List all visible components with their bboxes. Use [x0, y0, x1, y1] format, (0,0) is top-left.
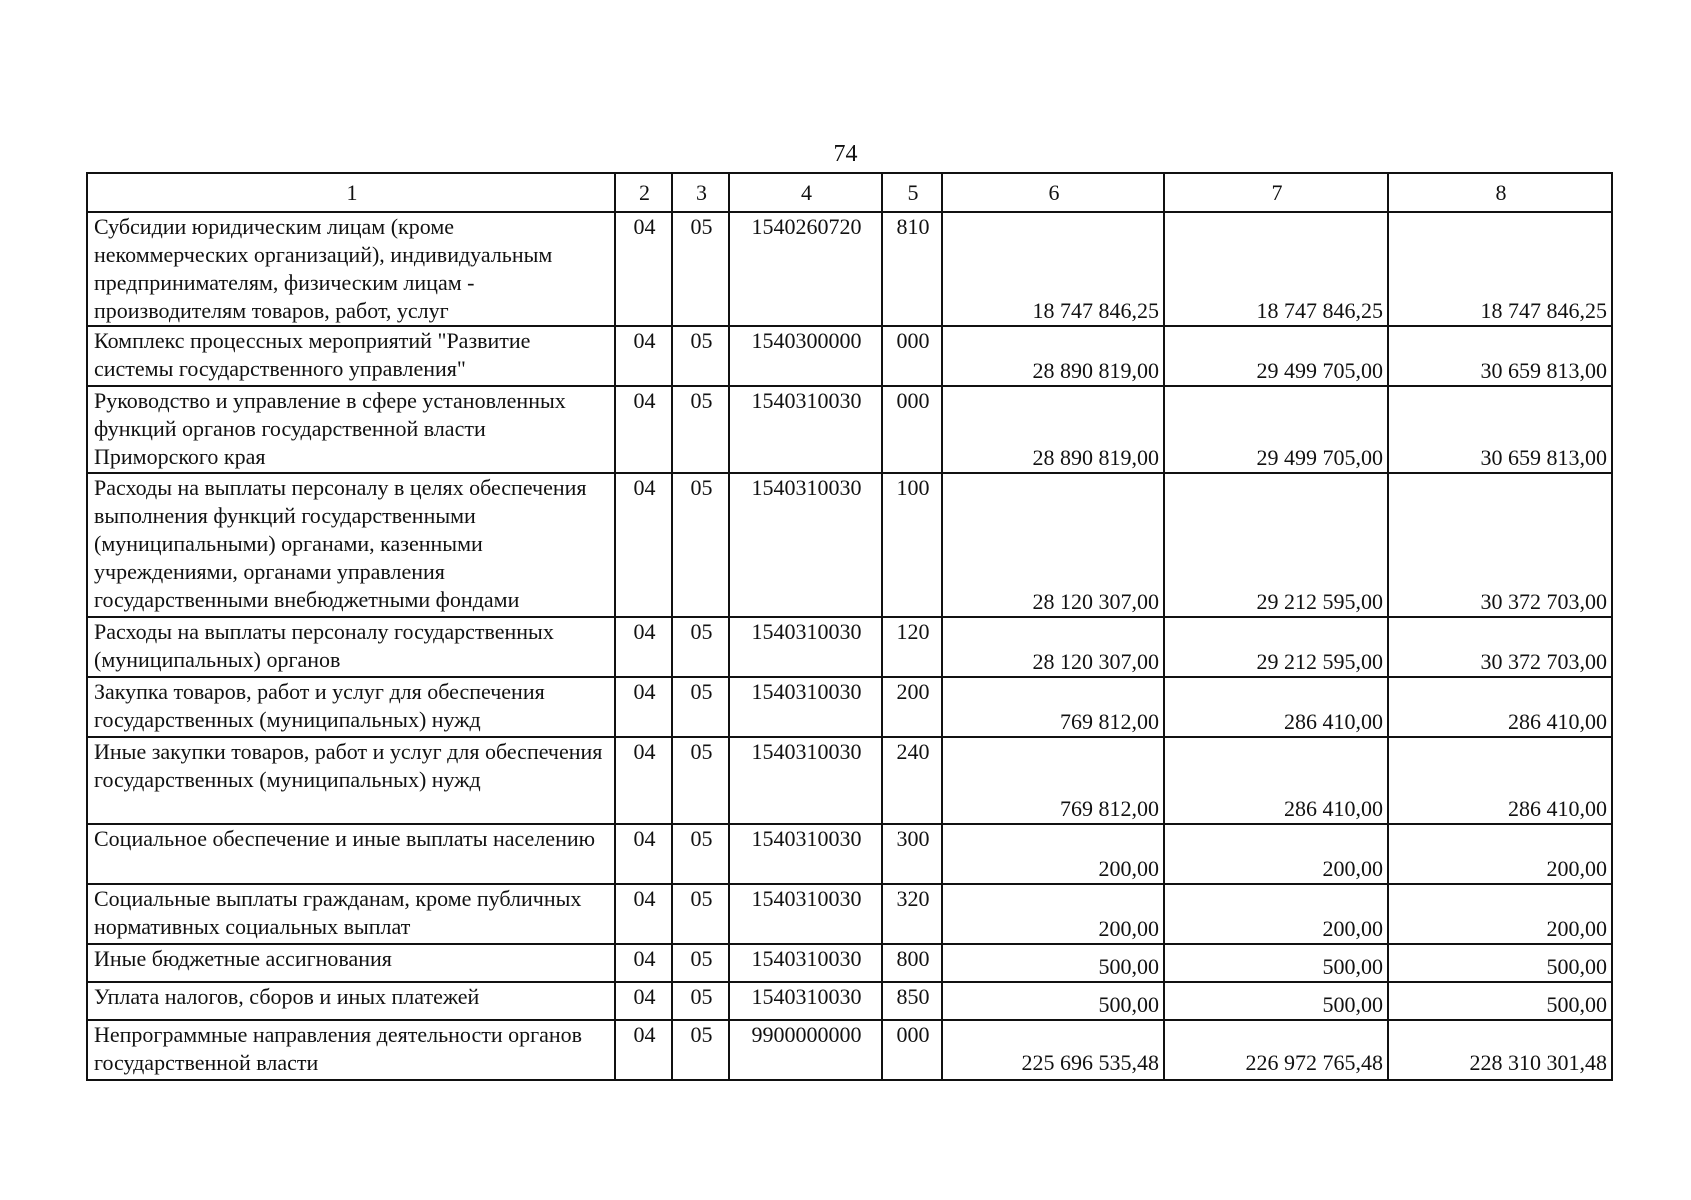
amount-col-8: 30 659 813,00	[1388, 386, 1612, 473]
amount-col-7: 200,00	[1164, 884, 1388, 944]
subsection-code: 05	[672, 677, 729, 737]
table-row	[87, 1020, 1612, 1080]
amount-col-7: 286 410,00	[1164, 737, 1388, 824]
column-header-7: 7	[1164, 173, 1388, 212]
section-code: 04	[615, 386, 672, 473]
expense-type-code: 000	[882, 1020, 942, 1080]
amount-col-7: 29 499 705,00	[1164, 386, 1388, 473]
expense-name: Непрограммные направления деятельности органов государственной власти	[87, 1020, 615, 1080]
section-code: 04	[615, 677, 672, 737]
target-article-code: 1540310030	[729, 677, 882, 737]
subsection-code: 05	[672, 1020, 729, 1080]
expense-name: Иные бюджетные ассигнования	[87, 944, 615, 982]
expense-name: Руководство и управление в сфере установленных функций органов государственной власти Приморского края	[87, 386, 615, 473]
amount-col-8: 18 747 846,25	[1388, 212, 1612, 326]
expense-type-code: 200	[882, 677, 942, 737]
amount-col-8: 228 310 301,48	[1388, 1020, 1612, 1080]
expense-name: Комплекс процессных мероприятий "Развитие системы государственного управления"	[87, 326, 615, 386]
table-row	[87, 212, 1612, 326]
amount-col-8: 500,00	[1388, 982, 1612, 1020]
subsection-code: 05	[672, 884, 729, 944]
subsection-code: 05	[672, 386, 729, 473]
amount-col-6: 225 696 535,48	[942, 1020, 1164, 1080]
column-header-5: 5	[882, 173, 942, 212]
subsection-code: 05	[672, 982, 729, 1020]
target-article-code: 1540310030	[729, 386, 882, 473]
table-row	[87, 944, 1612, 982]
expense-name: Социальное обеспечение и иные выплаты населению	[87, 824, 615, 884]
budget-table	[86, 172, 1613, 1081]
table-row	[87, 617, 1612, 677]
amount-col-8: 200,00	[1388, 884, 1612, 944]
amount-col-7: 29 212 595,00	[1164, 617, 1388, 677]
amount-col-8: 30 659 813,00	[1388, 326, 1612, 386]
amount-col-8: 500,00	[1388, 944, 1612, 982]
subsection-code: 05	[672, 326, 729, 386]
expense-name: Закупка товаров, работ и услуг для обеспечения государственных (муниципальных) нужд	[87, 677, 615, 737]
section-code: 04	[615, 212, 672, 326]
expense-type-code: 000	[882, 386, 942, 473]
amount-col-7: 286 410,00	[1164, 677, 1388, 737]
expense-name: Расходы на выплаты персоналу государственных (муниципальных) органов	[87, 617, 615, 677]
amount-col-7: 18 747 846,25	[1164, 212, 1388, 326]
table-row	[87, 737, 1612, 824]
expense-name: Субсидии юридическим лицам (кроме некоммерческих организаций), индивидуальным предпринимателям, физическим лицам - производителям товаров, работ, услуг	[87, 212, 615, 326]
amount-col-8: 30 372 703,00	[1388, 473, 1612, 617]
target-article-code: 9900000000	[729, 1020, 882, 1080]
amount-col-6: 28 890 819,00	[942, 326, 1164, 386]
subsection-code: 05	[672, 824, 729, 884]
expense-name: Расходы на выплаты персоналу в целях обеспечения выполнения функций государственными (муниципальными) органами, казенными учреждениями, органами управления государственными внебюджетными фондами	[87, 473, 615, 617]
section-code: 04	[615, 326, 672, 386]
amount-col-6: 769 812,00	[942, 677, 1164, 737]
column-header-2: 2	[615, 173, 672, 212]
target-article-code: 1540310030	[729, 737, 882, 824]
expense-type-code: 800	[882, 944, 942, 982]
target-article-code: 1540310030	[729, 617, 882, 677]
table-row	[87, 824, 1612, 884]
section-code: 04	[615, 824, 672, 884]
section-code: 04	[615, 473, 672, 617]
target-article-code: 1540310030	[729, 982, 882, 1020]
expense-type-code: 300	[882, 824, 942, 884]
subsection-code: 05	[672, 944, 729, 982]
target-article-code: 1540310030	[729, 944, 882, 982]
column-number-row	[87, 173, 1612, 212]
table-row	[87, 677, 1612, 737]
expense-type-code: 320	[882, 884, 942, 944]
amount-col-6: 28 120 307,00	[942, 617, 1164, 677]
expense-name: Социальные выплаты гражданам, кроме публичных нормативных социальных выплат	[87, 884, 615, 944]
table-row	[87, 326, 1612, 386]
expense-type-code: 240	[882, 737, 942, 824]
column-header-6: 6	[942, 173, 1164, 212]
expense-name: Уплата налогов, сборов и иных платежей	[87, 982, 615, 1020]
subsection-code: 05	[672, 617, 729, 677]
table-row	[87, 473, 1612, 617]
expense-type-code: 810	[882, 212, 942, 326]
subsection-code: 05	[672, 737, 729, 824]
expense-type-code: 850	[882, 982, 942, 1020]
amount-col-7: 29 499 705,00	[1164, 326, 1388, 386]
subsection-code: 05	[672, 212, 729, 326]
column-header-8: 8	[1388, 173, 1612, 212]
column-header-1: 1	[87, 173, 615, 212]
amount-col-8: 30 372 703,00	[1388, 617, 1612, 677]
amount-col-8: 286 410,00	[1388, 737, 1612, 824]
section-code: 04	[615, 617, 672, 677]
section-code: 04	[615, 737, 672, 824]
target-article-code: 1540310030	[729, 824, 882, 884]
amount-col-6: 500,00	[942, 982, 1164, 1020]
table-row	[87, 386, 1612, 473]
amount-col-6: 18 747 846,25	[942, 212, 1164, 326]
amount-col-7: 500,00	[1164, 982, 1388, 1020]
amount-col-7: 500,00	[1164, 944, 1388, 982]
amount-col-8: 286 410,00	[1388, 677, 1612, 737]
section-code: 04	[615, 944, 672, 982]
amount-col-6: 200,00	[942, 884, 1164, 944]
amount-col-7: 226 972 765,48	[1164, 1020, 1388, 1080]
amount-col-6: 500,00	[942, 944, 1164, 982]
section-code: 04	[615, 884, 672, 944]
target-article-code: 1540300000	[729, 326, 882, 386]
amount-col-7: 29 212 595,00	[1164, 473, 1388, 617]
subsection-code: 05	[672, 473, 729, 617]
column-header-3: 3	[672, 173, 729, 212]
table-row	[87, 982, 1612, 1020]
target-article-code: 1540310030	[729, 884, 882, 944]
column-header-4: 4	[729, 173, 882, 212]
section-code: 04	[615, 982, 672, 1020]
amount-col-7: 200,00	[1164, 824, 1388, 884]
target-article-code: 1540260720	[729, 212, 882, 326]
amount-col-6: 200,00	[942, 824, 1164, 884]
expense-type-code: 120	[882, 617, 942, 677]
table-row	[87, 884, 1612, 944]
amount-col-6: 769 812,00	[942, 737, 1164, 824]
page-number: 74	[833, 141, 858, 167]
expense-name: Иные закупки товаров, работ и услуг для обеспечения государственных (муниципальных) нужд	[87, 737, 615, 824]
amount-col-6: 28 890 819,00	[942, 386, 1164, 473]
amount-col-8: 200,00	[1388, 824, 1612, 884]
target-article-code: 1540310030	[729, 473, 882, 617]
section-code: 04	[615, 1020, 672, 1080]
expense-type-code: 100	[882, 473, 942, 617]
expense-type-code: 000	[882, 326, 942, 386]
amount-col-6: 28 120 307,00	[942, 473, 1164, 617]
